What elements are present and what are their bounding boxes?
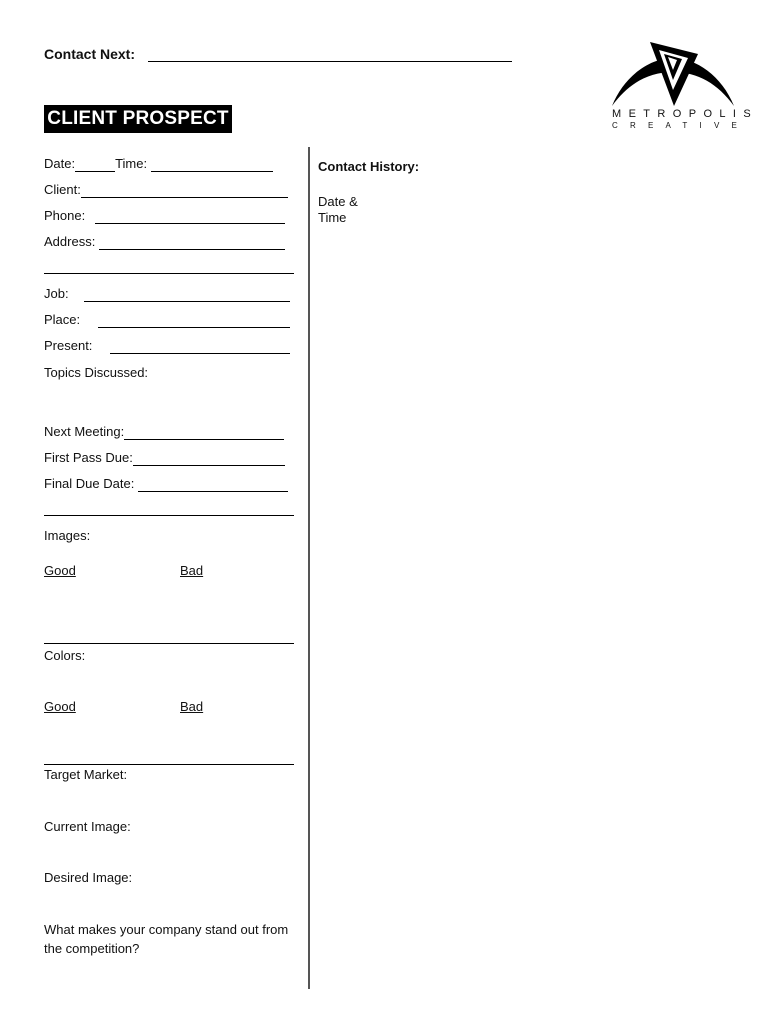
client-label: Client: — [44, 182, 81, 197]
phone-line[interactable] — [95, 209, 285, 224]
time-label: Time: — [115, 156, 148, 171]
present-label: Present: — [44, 338, 93, 353]
final-due-label: Final Due Date: — [44, 476, 135, 491]
contact-next-input-line[interactable] — [148, 61, 512, 62]
address-label: Address: — [44, 234, 96, 249]
date-time-heading: Date & Time — [318, 194, 358, 225]
job-row — [44, 286, 296, 304]
place-label: Place: — [44, 312, 81, 327]
logo-subtitle: CREATIVE — [612, 121, 750, 130]
colors-label: Colors: — [44, 648, 86, 663]
logo-mark-icon — [606, 40, 740, 110]
colors-good-label: Good — [44, 699, 76, 714]
next-meeting-row — [44, 424, 296, 442]
phone-row — [44, 208, 296, 226]
stand-out-question: What makes your company stand out from the competition? — [44, 922, 289, 956]
current-image-label: Current Image: — [44, 819, 131, 834]
column-divider — [308, 147, 310, 989]
address-row — [44, 234, 296, 252]
time-line[interactable] — [151, 157, 273, 172]
final-due-row — [44, 476, 296, 494]
phone-label: Phone: — [44, 208, 86, 223]
job-label: Job: — [44, 286, 69, 301]
client-row — [44, 182, 296, 200]
date-label: Date: — [44, 156, 76, 171]
date-time-row — [44, 156, 296, 174]
next-meeting-label: Next Meeting: — [44, 424, 125, 439]
next-meeting-line[interactable] — [124, 425, 284, 440]
first-pass-row — [44, 450, 296, 468]
final-due-line[interactable] — [138, 477, 288, 492]
desired-image-label: Desired Image: — [44, 870, 133, 885]
images-label: Images: — [44, 528, 91, 543]
present-line[interactable] — [110, 339, 290, 354]
images-bad-label: Bad — [180, 563, 204, 578]
colors-bad-label: Bad — [180, 699, 204, 714]
target-market-label: Target Market: — [44, 767, 128, 782]
images-good-label: Good — [44, 563, 76, 578]
form-title: CLIENT PROSPECT — [44, 105, 232, 133]
address-line-2[interactable] — [44, 273, 294, 274]
colors-separator-line — [44, 764, 294, 765]
contact-history-label: Contact History: — [318, 159, 420, 174]
images-separator-line — [44, 643, 294, 644]
date-line[interactable] — [75, 157, 115, 172]
place-row — [44, 312, 296, 330]
place-line[interactable] — [98, 313, 290, 328]
contact-next-label: Contact Next: — [44, 46, 136, 62]
address-line[interactable] — [99, 235, 285, 250]
job-line[interactable] — [84, 287, 290, 302]
client-line[interactable] — [81, 183, 288, 198]
first-pass-line[interactable] — [133, 451, 285, 466]
first-pass-label: First Pass Due: — [44, 450, 133, 465]
topics-label: Topics Discussed: — [44, 365, 149, 380]
present-row — [44, 338, 296, 356]
metropolis-creative-logo — [606, 40, 759, 134]
final-due-line-2[interactable] — [44, 515, 294, 516]
logo-name: METROPOLIS — [612, 108, 759, 120]
